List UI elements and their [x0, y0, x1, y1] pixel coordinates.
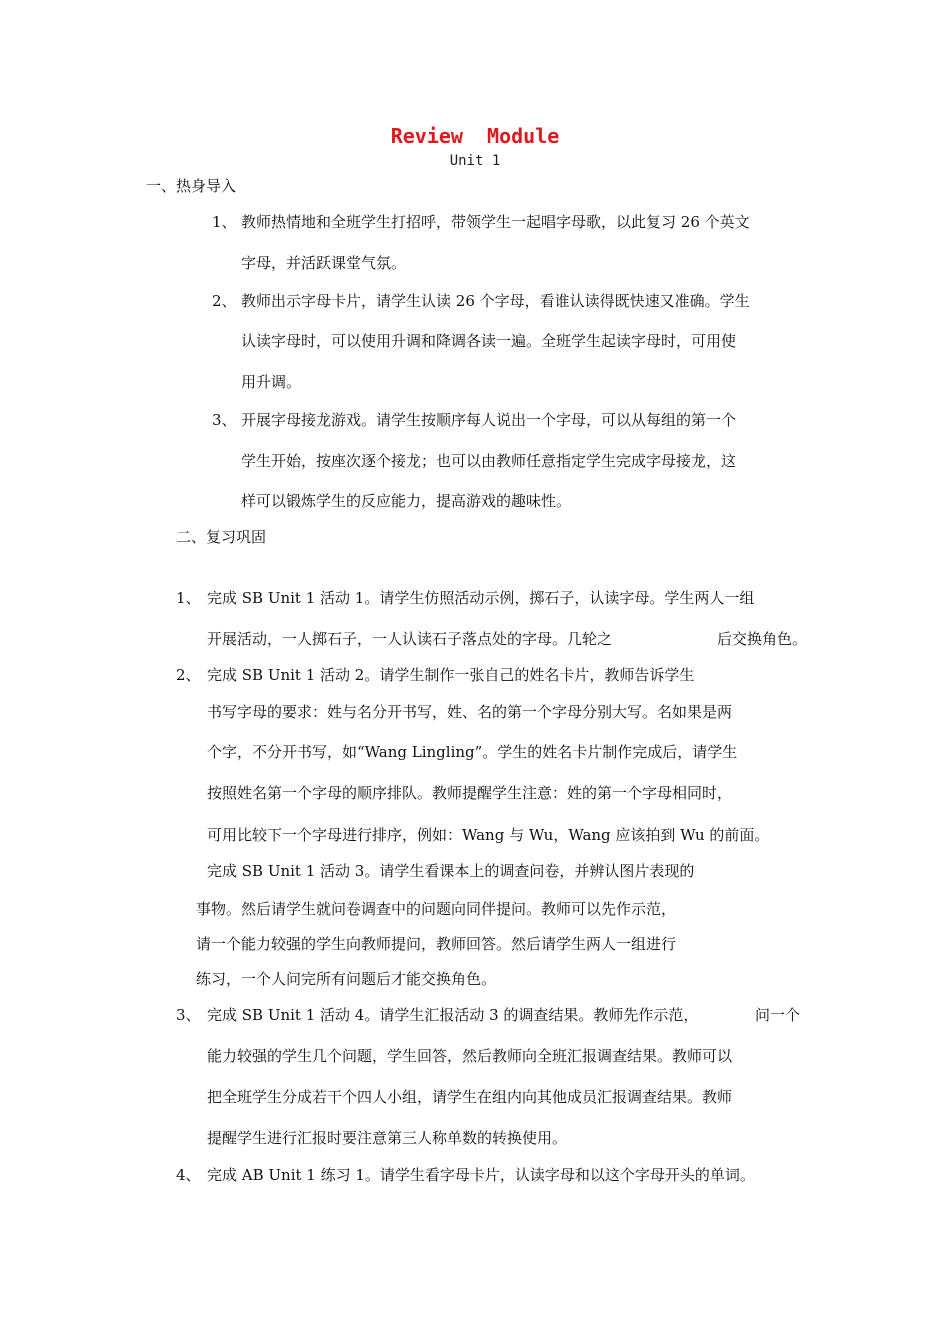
section2-para3-line3: 请一个能力较强的学生向教师提问，教师回答。然后请学生两人一组进行 [196, 935, 677, 953]
section2-item2-line4: 按照姓名第一个字母的顺序排队。教师提醒学生注意：姓的第一个字母相同时， [207, 784, 733, 802]
section2-para3-line2: 事物。然后请学生就问卷调查中的问题向同伴提问。教师可以先作示范， [196, 900, 677, 918]
section1-item2-line3: 用升调。 [241, 373, 302, 391]
section2-item3-line4: 提醒学生进行汇报时要注意第三人称单数的转换使用。 [207, 1129, 568, 1147]
section2-item2-num: 2、 [176, 666, 201, 684]
section2-item3-line2: 能力较强的学生几个问题，学生回答，然后教师向全班汇报调查结果。教师可以 [207, 1047, 733, 1065]
section1-item2-num: 2、 [212, 292, 237, 310]
section1-item3-num: 3、 [212, 411, 237, 429]
document-title: Review Module [390, 124, 560, 148]
section1-item2-line2: 认读字母时，可以使用升调和降调各读一遍。全班学生起读字母时，可用使 [241, 332, 737, 350]
section2-para3-line4: 练习，一个人问完所有问题后才能交换角色。 [196, 970, 497, 988]
section2-item4-line1: 完成 AB Unit 1 练习 1。请学生看字母卡片，认读字母和以这个字母开头的单词。 [207, 1166, 755, 1184]
section2-item2-line2: 书写字母的要求：姓与名分开书写，姓、名的第一个字母分别大写。名如果是两 [207, 703, 733, 721]
section2-item4-num: 4、 [176, 1166, 201, 1184]
section2-item3-num: 3、 [176, 1006, 201, 1024]
section2-item1-line1: 完成 SB Unit 1 活动 1。请学生仿照活动示例，掷石子，认读字母。学生两人一组 [207, 589, 755, 607]
section1-item1-num: 1、 [212, 213, 237, 231]
section2-item3-line3: 把全班学生分成若干个四人小组，请学生在组内向其他成员汇报调查结果。教师 [207, 1088, 733, 1106]
document-subtitle: Unit 1 [449, 153, 501, 169]
section1-item3-line2: 学生开始，按座次逐个接龙；也可以由教师任意指定学生完成字母接龙，这 [241, 452, 737, 470]
section1-item3-line3: 样可以锻炼学生的反应能力，提高游戏的趣味性。 [241, 492, 572, 510]
section2-item3-line1b: 问一个 [755, 1006, 801, 1024]
section2-item1-num: 1、 [176, 589, 201, 607]
section1-item1-line1: 教师热情地和全班学生打招呼，带领学生一起唱字母歌，以此复习 26 个英文 [241, 213, 750, 231]
section2-item1-line2a: 开展活动，一人掷石子，一人认读石子落点处的字母。几轮之 [207, 630, 613, 648]
section1-item2-line1: 教师出示字母卡片，请学生认读 26 个字母，看谁认读得既快速又准确。学生 [241, 292, 750, 310]
section1-item3-line1: 开展字母接龙游戏。请学生按顺序每人说出一个字母，可以从每组的第一个 [241, 411, 737, 429]
section2-para3-line1: 完成 SB Unit 1 活动 3。请学生看课本上的调查问卷，并辨认图片表现的 [207, 862, 695, 880]
section2-heading: 二、复习巩固 [176, 528, 267, 546]
section2-item2-line3: 个字，不分开书写，如“Wang Lingling”。学生的姓名卡片制作完成后，请学生 [207, 743, 738, 761]
section2-item2-line5: 可用比较下一个字母进行排序，例如：Wang 与 Wu，Wang 应该拍到 Wu 的前面。 [207, 826, 770, 844]
section1-item1-line2: 字母，并活跃课堂气氛。 [241, 254, 407, 272]
section2-item2-line1: 完成 SB Unit 1 活动 2。请学生制作一张自己的姓名卡片，教师告诉学生 [207, 666, 695, 684]
section1-heading: 一、热身导入 [146, 177, 237, 195]
section2-item3-line1a: 完成 SB Unit 1 活动 4。请学生汇报活动 3 的调查结果。教师先作示范， [207, 1006, 699, 1024]
section2-item1-line2b: 后交换角色。 [717, 630, 808, 648]
